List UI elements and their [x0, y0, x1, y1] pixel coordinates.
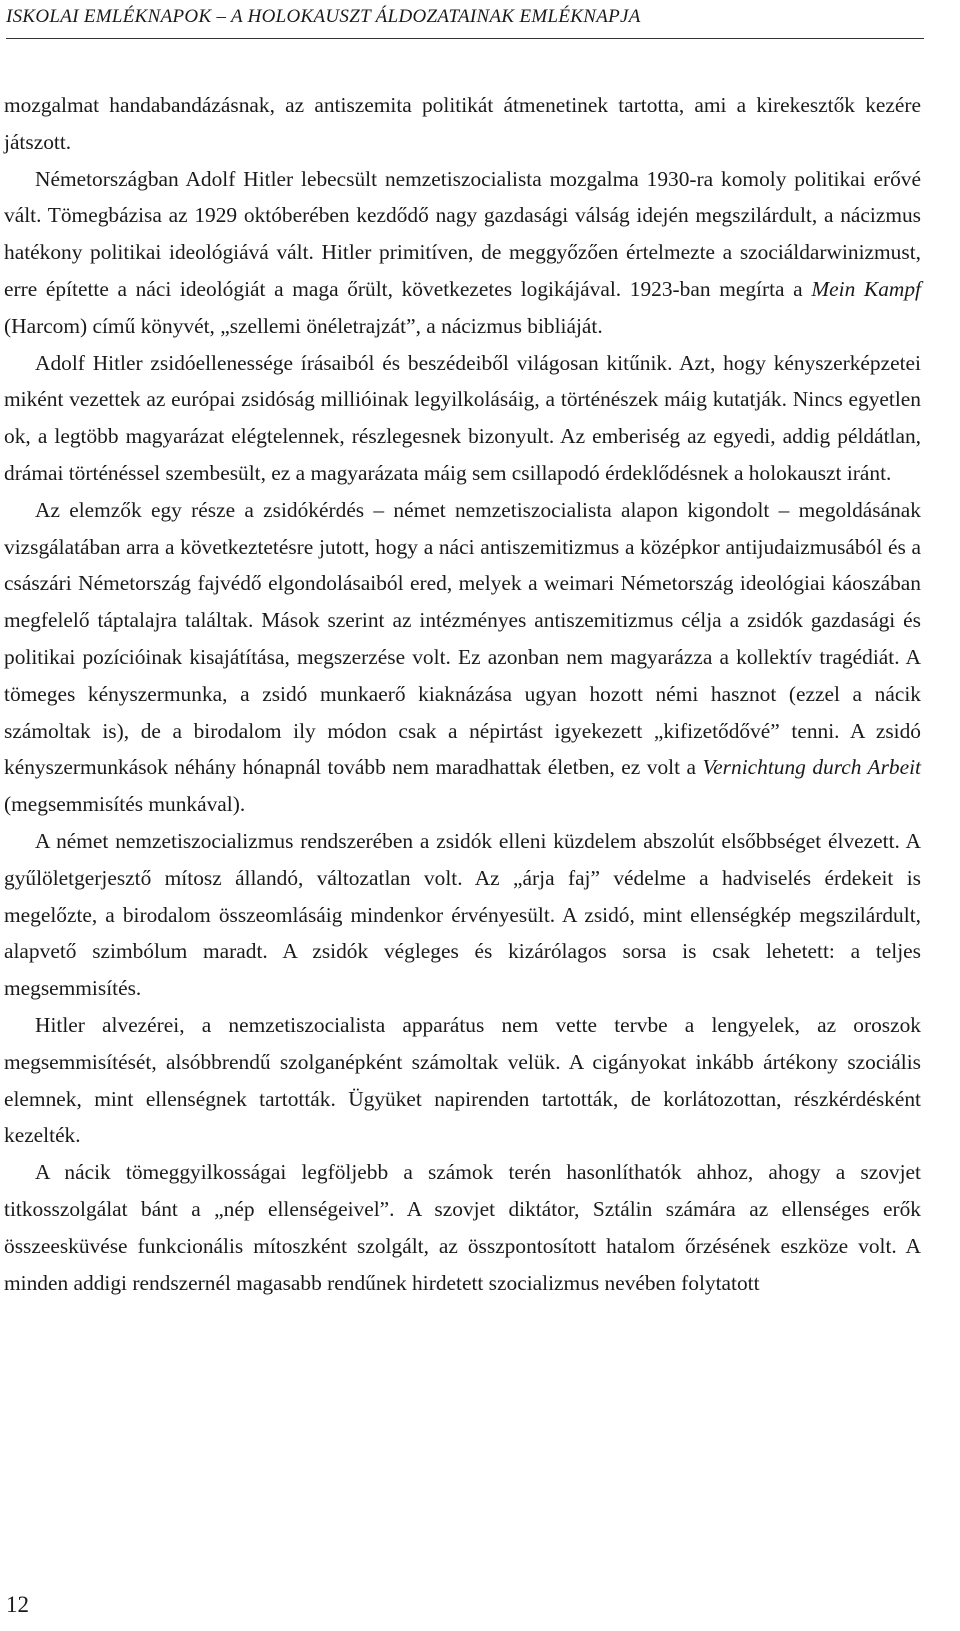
article-body	[4, 87, 921, 1301]
paragraph-continuation	[4, 87, 921, 161]
page-number: 12	[6, 1592, 29, 1617]
paragraph-text: Hitler alvezérei, a nemzetiszocialista apparátus nem vette tervbe a lengyelek, az oroszok megsemmisítését, alsóbbrendű szolganépként számoltak velük. A cigányokat inkább ártékony szociális elemnek, mint ellenségnek tartották. Ügyüket napirenden tartották, de korlátozottan, részkérdésként kezelték.	[4, 1012, 921, 1148]
paragraph-text: Németországban Adolf Hitler lebecsült nemzetiszocialista mozgalma 1930-ra komoly politikai erővé vált. Tömegbázisa az 1929 októberében kezdődő nagy gazdasági válság idején megszilárdult, a nácizmus hatékony politikai ideológiává vált. Hitler primitíven, de meggyőzően értelmezte a szociáldarwinizmust, erre építette a náci ideológiát a maga őrült, következetes logikájával. 1923-ban megírta a	[4, 166, 921, 301]
paragraph-text: (Harcom) című könyvét, „szellemi önéletrajzát”, a nácizmus bibliáját.	[4, 313, 603, 338]
paragraph-text: mozgalmat handabandázásnak, az antiszemita politikát átmenetinek tartotta, ami a kirekesztők kezére játszott.	[4, 93, 921, 154]
paragraph	[4, 161, 921, 345]
paragraph	[4, 1154, 921, 1301]
paragraph	[4, 1007, 921, 1154]
paragraph-text: Az elemzők egy része a zsidókérdés – német nemzetiszocialista alapon kigondolt – megoldásának vizsgálatában arra a következtetésre jutott, hogy a náci antiszemitizmus a középkor antijudaizmusából és a császári Németország fajvédő elgondolásaiból ered, melyek a weimari Németország ideológiai káoszában megfelelő táptalajra találtak. Mások szerint az intézményes antiszemitizmus célja a zsidók gazdasági és politikai pozícióinak kisajátítása, megszerzése volt. Ez azonban nem magyarázza a kollektív tragédiát. A tömeges kényszermunka, a zsidó munkaerő kiaknázása ugyan hozott némi hasznot (ezzel a nácik számoltak is), de a birodalom ily módon csak a népirtást igyekezett „kifizetődővé” tenni. A zsidó kényszermunkások néhány hónapnál tovább nem maradhattak életben, ez volt a	[4, 497, 921, 780]
foreign-phrase: Vernichtung durch Arbeit	[702, 755, 921, 780]
paragraph	[4, 345, 921, 492]
paragraph-text: Adolf Hitler zsidóellenessége írásaiból és beszédeiből világosan kitűnik. Azt, hogy kényszerképzetei miként vezettek az európai zsidóság millióinak legyilkolásáig, a történészek máig kutatják. Nincs egyetlen ok, a legtöbb magyarázat elégtelennek, részlegesnek bizonyult. Az emberiség az egyedi, addig példátlan, drámai történéssel szembesült, ez a magyarázata máig sem csillapodó érdeklődésnek a holokauszt iránt.	[4, 350, 921, 485]
paragraph-text: A német nemzetiszocializmus rendszerében a zsidók elleni küzdelem abszolút elsőbbséget élvezett. A gyűlöletgerjesztő mítosz állandó, változatlan volt. Az „árja faj” védelme a hadviselés érdekeit is megelőzte, a birodalom összeomlásáig mindenkor érvényesült. A zsidó, mint ellenségkép megszilárdult, alapvető szimbólum maradt. A zsidók végleges és kizárólagos sorsa is csak lehetett: a teljes megsemmisítés.	[4, 828, 921, 1001]
book-title: Mein Kampf	[811, 276, 921, 301]
paragraph-text: A nácik tömeggyilkosságai legföljebb a számok terén hasonlíthatók ahhoz, ahogy a szovjet titkosszolgálat bánt a „nép ellenségeivel”. A szovjet diktátor, Sztálin számára az ellenséges erők összeesküvése funkcionális mítoszként szolgált, az összpontosított hatalom őrzésének eszköze volt. A minden addigi rendszernél magasabb rendűnek hirdetett szocializmus nevében folytatott	[4, 1160, 921, 1295]
paragraph-text: (megsemmisítés munkával).	[4, 792, 246, 817]
paragraph	[4, 492, 921, 823]
running-header	[6, 0, 924, 39]
paragraph	[4, 823, 921, 1007]
running-header-title: ISKOLAI EMLÉKNAPOK – A HOLOKAUSZT ÁLDOZATAINAK EMLÉKNAPJA	[6, 6, 641, 27]
